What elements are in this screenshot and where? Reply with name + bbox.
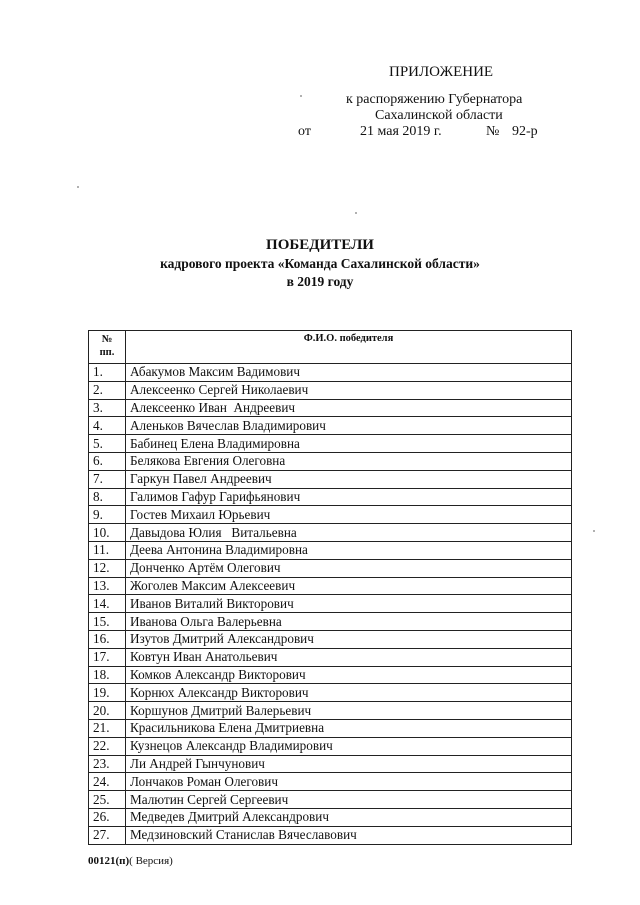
row-number: 17.	[89, 648, 126, 666]
winner-name: Малютин Сергей Сергеевич	[126, 791, 572, 809]
winner-name: Гаркун Павел Андреевич	[126, 470, 572, 488]
row-number: 23.	[89, 755, 126, 773]
winner-name: Абакумов Максим Вадимович	[126, 364, 572, 382]
row-number: 27.	[89, 826, 126, 844]
row-number: 9.	[89, 506, 126, 524]
row-number: 10.	[89, 524, 126, 542]
row-number: 16.	[89, 630, 126, 648]
winners-body	[89, 364, 572, 845]
row-number: 11.	[89, 541, 126, 559]
row-number: 20.	[89, 702, 126, 720]
document-year: в 2019 году	[286, 274, 354, 289]
row-number: 25.	[89, 791, 126, 809]
table-header-row	[89, 331, 572, 364]
row-number: 13.	[89, 577, 126, 595]
header-number-sign: №	[101, 334, 113, 345]
table-row	[89, 435, 572, 453]
table-row	[89, 719, 572, 737]
from-label: от	[298, 124, 311, 139]
scan-speck	[77, 186, 79, 188]
winner-name: Ли Андрей Гынчунович	[126, 755, 572, 773]
header-number-abbr: пп.	[99, 347, 115, 358]
winner-name: Алексеенко Сергей Николаевич	[126, 381, 572, 399]
row-number: 21.	[89, 719, 126, 737]
scan-speck	[593, 530, 595, 532]
table-row	[89, 452, 572, 470]
winner-name: Гостев Михаил Юрьевич	[126, 506, 572, 524]
winner-name: Ковтун Иван Анатольевич	[126, 648, 572, 666]
table-row	[89, 541, 572, 559]
table-row	[89, 470, 572, 488]
table-row	[89, 666, 572, 684]
winners-table	[88, 330, 572, 845]
row-number: 7.	[89, 470, 126, 488]
winner-name: Лончаков Роман Олегович	[126, 773, 572, 791]
table-row	[89, 364, 572, 382]
table-row	[89, 613, 572, 631]
table-row	[89, 381, 572, 399]
table-row	[89, 488, 572, 506]
table-row	[89, 577, 572, 595]
winner-name: Аленьков Вячеслав Владимирович	[126, 417, 572, 435]
winner-name: Деева Антонина Владимировна	[126, 541, 572, 559]
scan-speck	[300, 95, 302, 97]
header-name: Ф.И.О. победителя	[126, 331, 572, 364]
winner-name: Медзиновский Станислав Вячеславович	[126, 826, 572, 844]
table-row	[89, 773, 572, 791]
appendix-order-line: к распоряжению Губернатора	[346, 92, 523, 107]
winner-name: Красильникова Елена Дмитриевна	[126, 719, 572, 737]
row-number: 6.	[89, 452, 126, 470]
appendix-title: ПРИЛОЖЕНИЕ	[389, 64, 494, 80]
winner-name: Иванова Ольга Валерьевна	[126, 613, 572, 631]
winner-name: Кузнецов Александр Владимирович	[126, 737, 572, 755]
order-number: 92-р	[512, 124, 538, 139]
order-date: 21 мая 2019 г.	[360, 124, 442, 139]
row-number: 2.	[89, 381, 126, 399]
winner-name: Корнюх Александр Викторович	[126, 684, 572, 702]
row-number: 14.	[89, 595, 126, 613]
row-number: 18.	[89, 666, 126, 684]
table-row	[89, 791, 572, 809]
row-number: 5.	[89, 435, 126, 453]
table-row	[89, 808, 572, 826]
row-number: 24.	[89, 773, 126, 791]
table-row	[89, 559, 572, 577]
footer-code	[88, 855, 173, 867]
row-number: 12.	[89, 559, 126, 577]
number-sign: №	[486, 124, 500, 139]
table-row	[89, 417, 572, 435]
winner-name: Коршунов Дмитрий Валерьевич	[126, 702, 572, 720]
winner-name: Медведев Дмитрий Александрович	[126, 808, 572, 826]
row-number: 15.	[89, 613, 126, 631]
row-number: 26.	[89, 808, 126, 826]
table-row	[89, 737, 572, 755]
winner-name: Белякова Евгения Олеговна	[126, 452, 572, 470]
table-row	[89, 684, 572, 702]
winner-name: Комков Александр Викторович	[126, 666, 572, 684]
table-row	[89, 595, 572, 613]
row-number: 19.	[89, 684, 126, 702]
winner-name: Иванов Виталий Викторович	[126, 595, 572, 613]
row-number: 4.	[89, 417, 126, 435]
table-row	[89, 630, 572, 648]
table-row	[89, 506, 572, 524]
row-number: 3.	[89, 399, 126, 417]
scan-speck	[355, 212, 357, 214]
row-number: 8.	[89, 488, 126, 506]
winner-name: Изутов Дмитрий Александрович	[126, 630, 572, 648]
winner-name: Донченко Артём Олегович	[126, 559, 572, 577]
document-version: ( Версия)	[129, 855, 173, 867]
row-number: 22.	[89, 737, 126, 755]
document-subheading: кадрового проекта «Команда Сахалинской области»	[160, 256, 480, 271]
table-row	[89, 524, 572, 542]
winner-name: Алексеенко Иван Андреевич	[126, 399, 572, 417]
appendix-region-line: Сахалинской области	[375, 108, 503, 123]
appendix-date-row	[298, 124, 558, 144]
winner-name: Жоголев Максим Алексеевич	[126, 577, 572, 595]
winner-name: Галимов Гафур Гарифьянович	[126, 488, 572, 506]
table-row	[89, 648, 572, 666]
table-row	[89, 755, 572, 773]
document-code: 00121(п)	[88, 855, 130, 867]
document-heading: ПОБЕДИТЕЛИ	[266, 237, 374, 253]
table-row	[89, 399, 572, 417]
table-row	[89, 702, 572, 720]
table-row	[89, 826, 572, 844]
header-number	[89, 331, 126, 364]
row-number: 1.	[89, 364, 126, 382]
winner-name: Давыдова Юлия Витальевна	[126, 524, 572, 542]
winner-name: Бабинец Елена Владимировна	[126, 435, 572, 453]
